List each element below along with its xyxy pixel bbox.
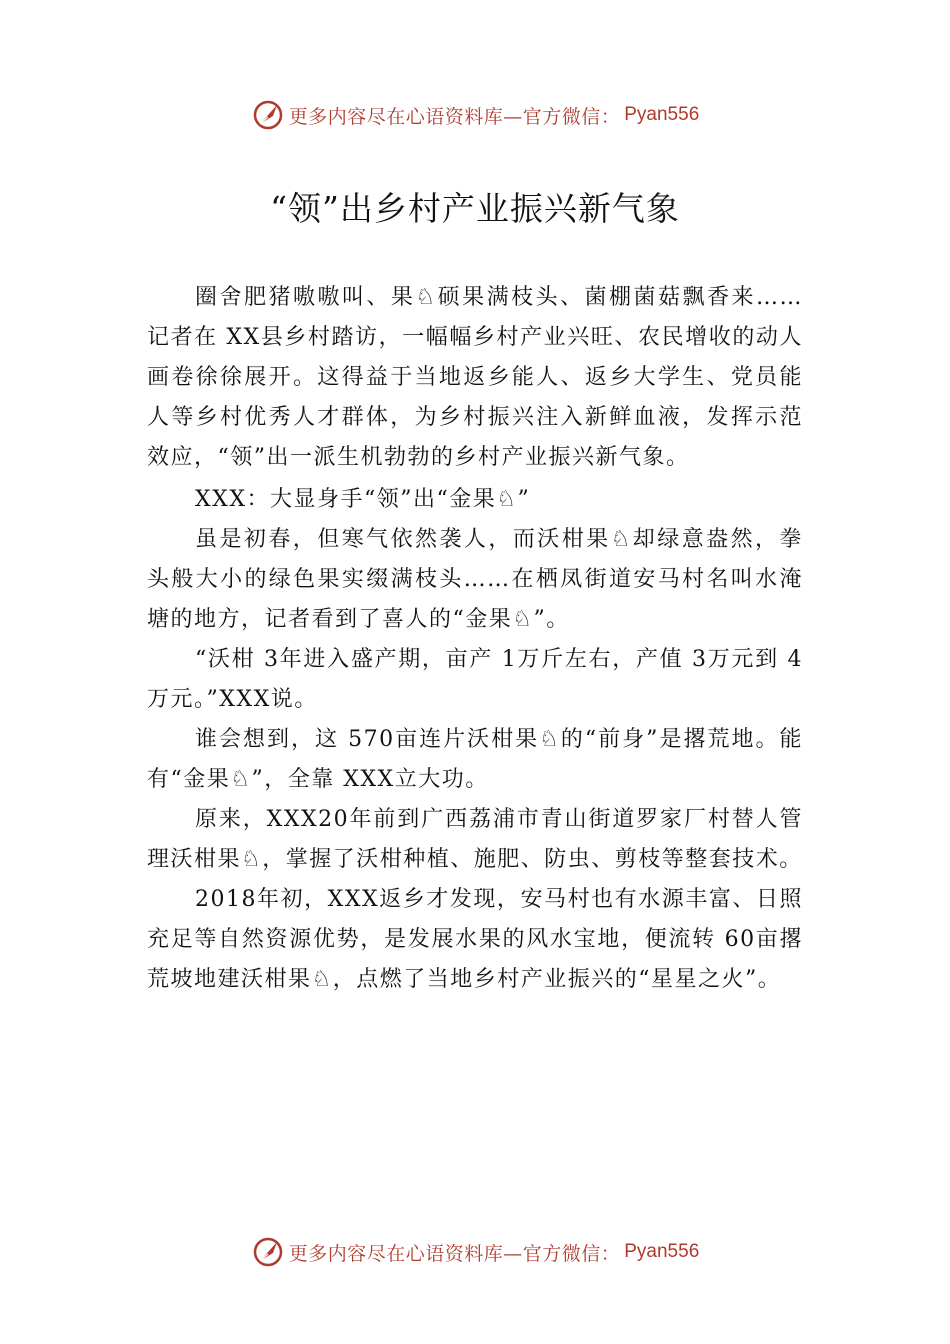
article-title: “领”出乡村产业振兴新气象 bbox=[270, 189, 680, 228]
paragraph: 圈舍肥猪嗷嗷叫、果♘硕果满枝头、菌棚菌菇飘香来……记者在 XX县乡村踏访，一幅幅乡村产业兴旺、农民增收的动人画卷徐徐展开。这得益于当地返乡能人、返乡大学生、党员能人等乡村优秀人才群体，为乡村振兴注入新鲜血液，发挥示范效应，“领”出一派生机勃勃的乡村产业振兴新气象。 bbox=[147, 285, 803, 470]
footer-banner bbox=[0, 1232, 950, 1272]
section-heading: XXX：大显身手“领”出“金果♘” bbox=[195, 487, 531, 512]
quill-seal-icon bbox=[251, 98, 285, 132]
footer-wechat-id: Pyan556 bbox=[624, 1241, 700, 1262]
header-banner-text: 更多内容尽在心语资料库—官方微信： bbox=[288, 105, 621, 128]
paragraph: 虽是初春，但寒气依然袭人，而沃柑果♘却绿意盎然，拳头般大小的绿色果实缀满枝头……在栖凤街道安马村名叫水淹塘的地方，记者看到了喜人的“金果♘”。 bbox=[147, 527, 803, 632]
article-body bbox=[147, 278, 803, 1000]
paragraph: “沃柑 3年进入盛产期，亩产 1万斤左右，产值 3万元到 4万元。”XXX说。 bbox=[147, 647, 803, 712]
paragraph: 原来，XXX20年前到广西荔浦市青山街道罗家厂村替人管理沃柑果♘，掌握了沃柑种植、施肥、防虫、剪枝等整套技术。 bbox=[147, 807, 803, 872]
quill-seal-icon bbox=[251, 1235, 285, 1269]
header-banner bbox=[0, 95, 950, 135]
paragraph: 谁会想到，这 570亩连片沃柑果♘的“前身”是撂荒地。能有“金果♘”，全靠 XXX立大功。 bbox=[147, 727, 803, 792]
paragraph: 2018年初，XXX返乡才发现，安马村也有水源丰富、日照充足等自然资源优势，是发展水果的风水宝地，便流转 60亩撂荒坡地建沃柑果♘，点燃了当地乡村产业振兴的“星星之火”。 bbox=[147, 887, 803, 992]
footer-banner-text: 更多内容尽在心语资料库—官方微信： bbox=[288, 1242, 621, 1265]
header-wechat-id: Pyan556 bbox=[624, 104, 700, 125]
